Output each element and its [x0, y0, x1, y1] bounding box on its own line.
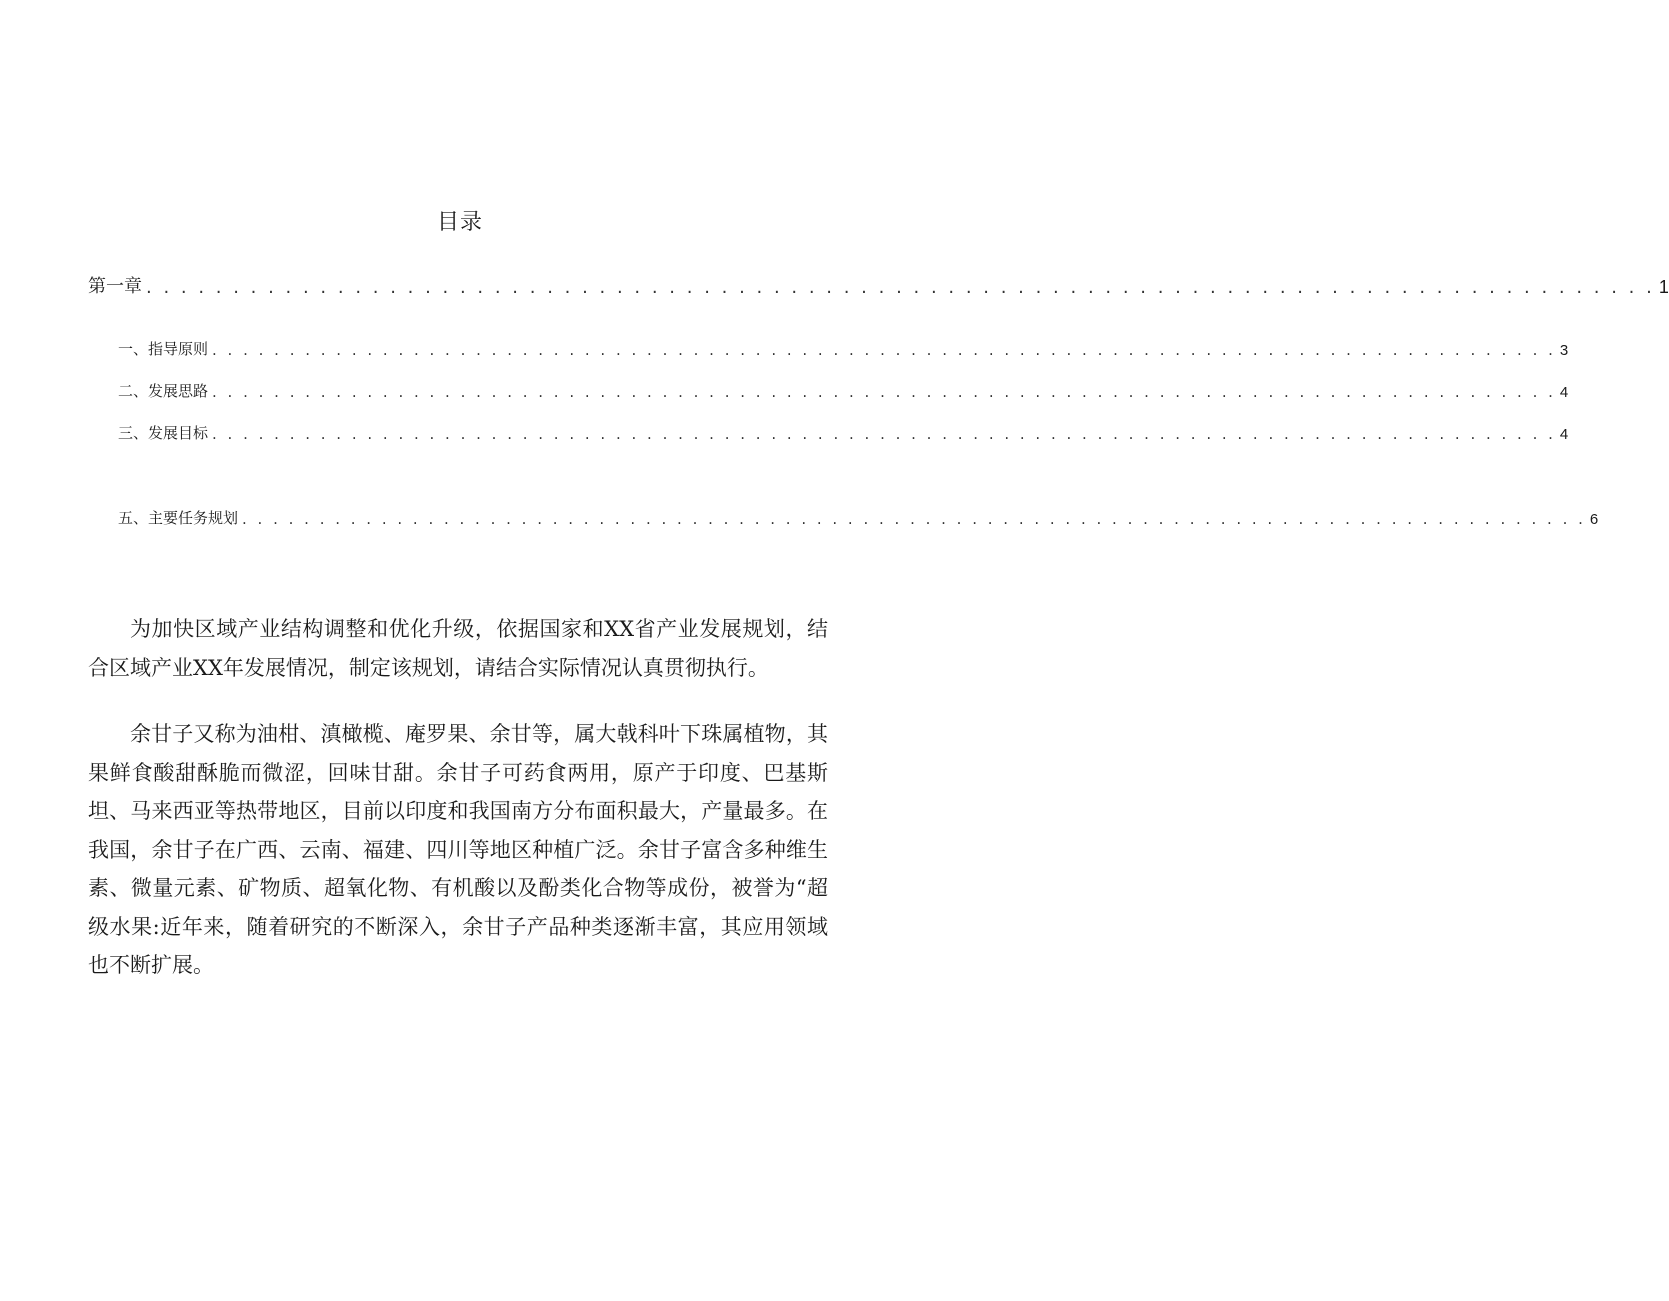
- toc-entry-development-ideas[interactable]: [118, 380, 1569, 401]
- toc-entry-label: 三、发展目标: [118, 424, 209, 442]
- toc-leader-dots: . . . . . . . . . . . . . . . . . . . . . . . . . . . . . . . . . . . . . . . . . . . . . . . . . . . . . . . . . . . . . . . . . . . . . . . . . . . . . . . . . . . . . . .: [242, 510, 1586, 528]
- toc-leader-dots: . . . . . . . . . . . . . . . . . . . . . . . . . . . . . . . . . . . . . . . . . . . . . . . . . . . . . . . . . . . . . . . . . . . . . . . . . . . . . . . . . . . . . . .: [146, 277, 1655, 298]
- toc-entry-page: 4: [1559, 426, 1569, 443]
- page-title: 目录: [436, 210, 483, 235]
- toc-entry-guiding-principles[interactable]: [118, 338, 1569, 359]
- toc-entry-label: 五、主要任务规划: [118, 509, 239, 527]
- toc-entry-page: 1: [1658, 277, 1669, 297]
- toc-entry-label: 一、指导原则: [118, 340, 209, 358]
- toc-entry-label: 二、发展思路: [118, 382, 209, 400]
- toc-entry-label: 第一章: [88, 276, 142, 297]
- toc-entry-development-goals[interactable]: [118, 422, 1569, 443]
- toc-entry-main-tasks[interactable]: [118, 507, 1599, 528]
- body-paragraph-yuganzi: 余甘子又称为油柑、滇橄榄、庵罗果、余甘等，属大戟科叶下珠属植物，其果鲜食酸甜酥脆而微涩，回味甘甜。余甘子可药食两用，原产于印度、巴基斯坦、马来西亚等热带地区，目前以印度和我国南方分布面积最大，产量最多。在我国，余甘子在广西、云南、福建、四川等地区种植广泛。余甘子富含多种维生素、微量元素、矿物质、超氧化物、有机酸以及酚类化合物等成份，被誉为“超级水果:近年来，随着研究的不断深入，余甘子产品种类逐渐丰富，其应用领域也不断扩展。: [88, 722, 828, 977]
- toc-entry-page: 3: [1559, 342, 1569, 359]
- toc-leader-dots: . . . . . . . . . . . . . . . . . . . . . . . . . . . . . . . . . . . . . . . . . . . . . . . . . . . . . . . . . . . . . . . . . . . . . . . . . . . . . . . . . . . . . . .: [212, 341, 1556, 359]
- toc-leader-dots: . . . . . . . . . . . . . . . . . . . . . . . . . . . . . . . . . . . . . . . . . . . . . . . . . . . . . . . . . . . . . . . . . . . . . . . . . . . . . . . . . . . . . . .: [212, 425, 1556, 443]
- toc-entry-page: 4: [1559, 384, 1569, 401]
- toc-entry-chapter-1[interactable]: [88, 272, 1669, 298]
- body-paragraph-intro: 为加快区域产业结构调整和优化升级，依据国家和XX省产业发展规划，结合区域产业XX年发展情况，制定该规划，请结合实际情况认真贯彻执行。: [88, 617, 828, 680]
- toc-entry-page: 6: [1589, 511, 1599, 528]
- toc-leader-dots: . . . . . . . . . . . . . . . . . . . . . . . . . . . . . . . . . . . . . . . . . . . . . . . . . . . . . . . . . . . . . . . . . . . . . . . . . . . . . . . . . . . . . . .: [212, 383, 1556, 401]
